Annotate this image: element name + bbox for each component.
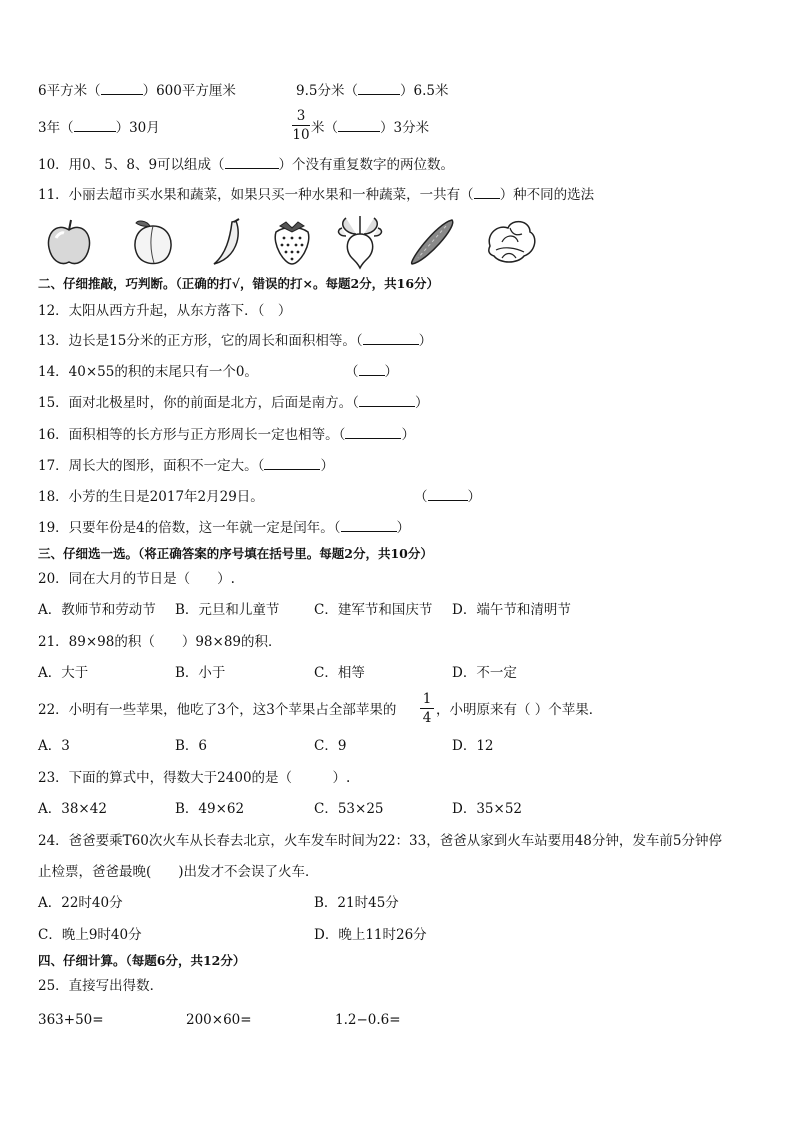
calc-item: 363+50= bbox=[38, 1012, 104, 1028]
question-18: 18．小芳的生日是2017年2月29日。 bbox=[38, 489, 264, 505]
compare-right: ）6.5米 bbox=[399, 83, 449, 99]
compare-right: ）3分米 bbox=[380, 120, 430, 136]
question-20: 20．同在大月的节日是（ ）. bbox=[38, 571, 235, 587]
question-22-tail: ，小明原来有（ ）个苹果． bbox=[436, 702, 603, 718]
option-c[interactable]: C．9 bbox=[314, 738, 347, 754]
answer-blank[interactable] bbox=[101, 82, 143, 95]
question-11 bbox=[38, 186, 594, 204]
section-4-title: 四、仔细计算。（每题6分，共12分） bbox=[38, 953, 246, 968]
question-24-line-1: 24．爸爸要乘T60次火车从长春去北京，火车发车时间为22：33，爸爸从家到火车站要用48分钟，发车前5分钟停 bbox=[38, 833, 722, 849]
question-23: 23．下面的算式中，得数大于2400的是（ ）. bbox=[38, 770, 351, 786]
answer-blank[interactable] bbox=[338, 119, 380, 132]
question-12: 12．太阳从西方升起，从东方落下．（ ） bbox=[38, 303, 292, 319]
question-18-answer bbox=[414, 488, 481, 506]
question-tail: ）个没有重复数字的两位数。 bbox=[278, 157, 455, 173]
question-22: 22．小明有一些苹果，他吃了3个，这3个苹果占全部苹果的 bbox=[38, 702, 397, 718]
answer-blank[interactable] bbox=[264, 457, 320, 470]
question-19 bbox=[38, 519, 410, 537]
question-text: 19．只要年份是4的倍数，这一年就一定是闰年。（ bbox=[38, 520, 341, 536]
option-a[interactable]: A．大于 bbox=[38, 665, 89, 681]
compare-left: 9.5分米（ bbox=[296, 83, 358, 99]
cabbage-icon bbox=[482, 212, 538, 268]
answer-blank[interactable] bbox=[74, 119, 116, 132]
option-d[interactable]: D．端午节和清明节 bbox=[452, 602, 571, 618]
paren-open: （ bbox=[414, 489, 428, 505]
question-tail: ） bbox=[401, 427, 415, 443]
compare-right: ）600平方厘米 bbox=[142, 83, 236, 99]
banana-icon bbox=[206, 218, 246, 268]
answer-blank[interactable] bbox=[345, 426, 401, 439]
answer-blank[interactable] bbox=[363, 332, 419, 345]
question-tail: ） bbox=[418, 333, 433, 349]
fraction-3-10 bbox=[292, 108, 310, 143]
fraction-denominator: 4 bbox=[422, 710, 432, 726]
question-21: 21．89×98的积（ ）98×89的积． bbox=[38, 634, 282, 650]
question-tail: ） bbox=[414, 395, 429, 411]
question-10 bbox=[38, 156, 454, 174]
option-d[interactable]: D．35×52 bbox=[452, 801, 522, 817]
option-d[interactable]: D．晚上11时26分 bbox=[314, 927, 427, 943]
apple-icon bbox=[44, 218, 94, 268]
question-text: 13．边长是15分米的正方形，它的周长和面积相等。（ bbox=[38, 333, 363, 349]
fraction-denominator: 10 bbox=[292, 127, 310, 143]
option-a[interactable]: A．22时40分 bbox=[38, 895, 123, 911]
option-c[interactable]: C．相等 bbox=[314, 665, 365, 681]
question-text: 17．周长大的图形，面积不一定大。（ bbox=[38, 458, 265, 474]
answer-blank[interactable] bbox=[225, 156, 279, 169]
question-text: 10．用0、5、8、9可以组成（ bbox=[38, 157, 225, 173]
compare-row-2 bbox=[38, 119, 160, 137]
option-c[interactable]: C．晚上9时40分 bbox=[38, 927, 142, 943]
compare-row-1 bbox=[38, 82, 236, 100]
option-d[interactable]: D．12 bbox=[452, 738, 494, 754]
question-25: 25．直接写出得数． bbox=[38, 978, 164, 994]
option-d[interactable]: D．不一定 bbox=[452, 665, 517, 681]
option-b[interactable]: B．21时45分 bbox=[314, 895, 399, 911]
fraction-bar bbox=[420, 708, 434, 709]
question-24-line-2: 止检票，爸爸最晚( )出发才不会误了火车． bbox=[38, 864, 319, 880]
compare-left: 3年（ bbox=[38, 120, 74, 136]
cucumber-icon bbox=[406, 216, 458, 268]
compare-row-1b bbox=[296, 82, 448, 100]
question-13 bbox=[38, 332, 432, 350]
answer-blank[interactable] bbox=[428, 488, 468, 501]
question-16 bbox=[38, 426, 415, 444]
option-a[interactable]: A．3 bbox=[38, 738, 70, 754]
compare-left: 米（ bbox=[311, 120, 338, 136]
question-tail: ） bbox=[320, 458, 334, 474]
question-15 bbox=[38, 394, 428, 412]
compare-right: ）30月 bbox=[115, 120, 160, 136]
option-b[interactable]: B．49×62 bbox=[175, 801, 245, 817]
paren-close: ） bbox=[384, 364, 398, 380]
option-b[interactable]: B．6 bbox=[175, 738, 208, 754]
answer-blank[interactable] bbox=[341, 519, 397, 532]
question-text: 15．面对北极星时，你的前面是北方，后面是南方。（ bbox=[38, 395, 359, 411]
question-text: 11．小丽去超市买水果和蔬菜，如果只买一种水果和一种蔬菜，一共有（ bbox=[38, 187, 474, 203]
answer-blank[interactable] bbox=[358, 82, 400, 95]
calc-item: 200×60= bbox=[186, 1012, 252, 1028]
paren-close: ） bbox=[467, 489, 481, 505]
question-14: 14．40×55的积的末尾只有一个0。 bbox=[38, 364, 258, 380]
answer-blank[interactable] bbox=[359, 363, 385, 376]
question-text: 16．面积相等的长方形与正方形周长一定也相等。（ bbox=[38, 427, 346, 443]
option-b[interactable]: B．小于 bbox=[175, 665, 226, 681]
option-a[interactable]: A．教师节和劳动节 bbox=[38, 602, 156, 618]
fraction-numerator: 3 bbox=[296, 108, 306, 124]
fraction-1-4 bbox=[420, 691, 434, 726]
fraction-numerator: 1 bbox=[422, 691, 432, 707]
question-17 bbox=[38, 457, 334, 475]
section-3-title: 三、仔细选一选。（将正确答案的序号填在括号里。每题2分，共10分） bbox=[38, 546, 433, 561]
fraction-bar bbox=[292, 125, 310, 126]
section-2-title: 二、仔细推敲，巧判断。（正确的打√，错误的打×。每题2分，共16分） bbox=[38, 276, 440, 291]
option-a[interactable]: A．38×42 bbox=[38, 801, 107, 817]
answer-blank[interactable] bbox=[359, 394, 415, 407]
strawberry-icon bbox=[270, 220, 314, 266]
calc-item: 1.2−0.6= bbox=[335, 1012, 401, 1028]
question-tail: ） bbox=[396, 520, 411, 536]
option-c[interactable]: C．53×25 bbox=[314, 801, 384, 817]
paren-open: （ bbox=[345, 364, 359, 380]
peach-icon bbox=[128, 218, 178, 268]
answer-blank[interactable] bbox=[474, 186, 500, 199]
question-14-answer bbox=[345, 363, 398, 381]
question-tail: ）种不同的选法 bbox=[499, 187, 595, 203]
compare-left: 6平方米（ bbox=[38, 83, 101, 99]
compare-row-2b bbox=[311, 119, 429, 137]
option-c[interactable]: C．建军节和国庆节 bbox=[314, 602, 433, 618]
radish-icon bbox=[332, 214, 388, 270]
option-b[interactable]: B．元旦和儿童节 bbox=[175, 602, 280, 618]
